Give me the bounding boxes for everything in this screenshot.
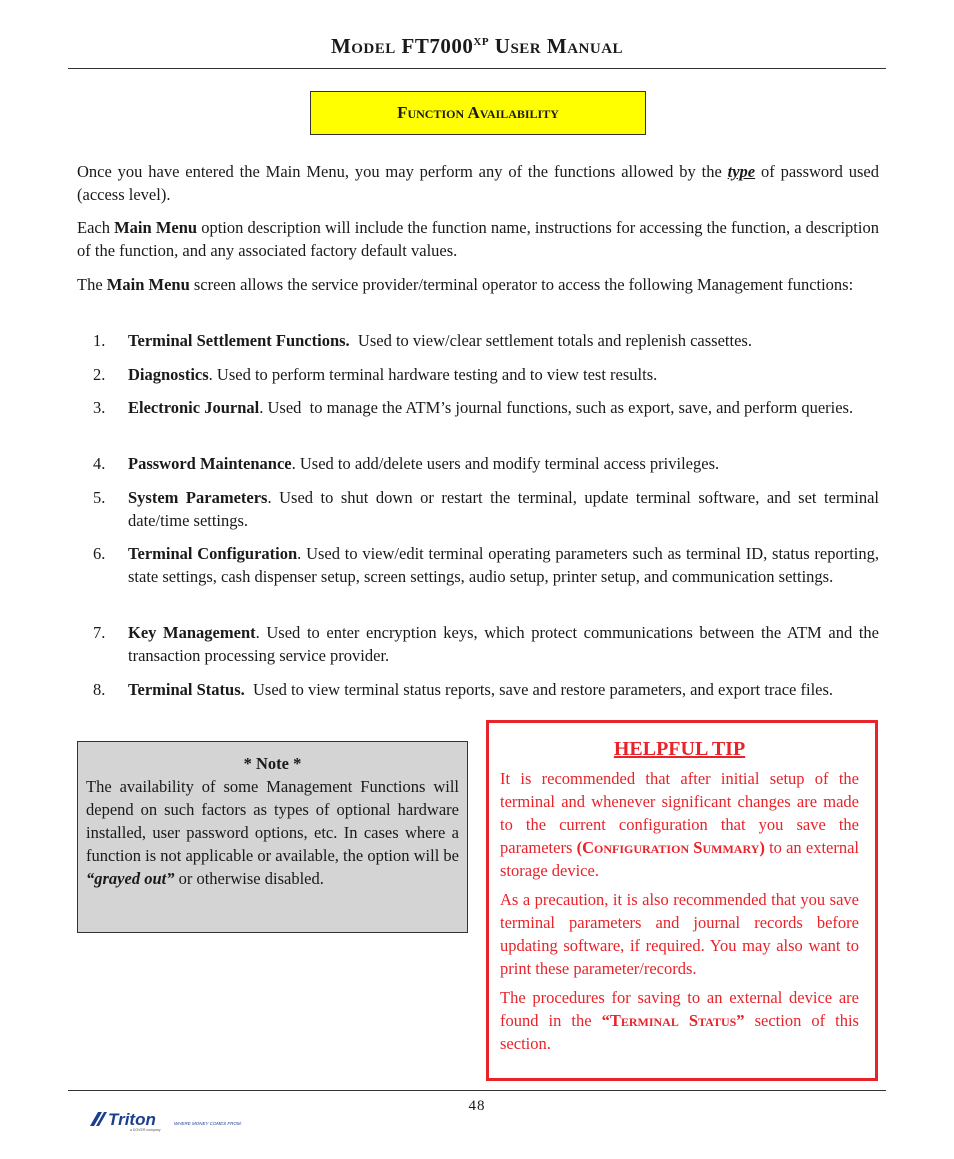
list-item-description: . Used to perform terminal hardware testing and to view test results. (208, 365, 658, 384)
intro-paragraph-3 (77, 273, 879, 296)
list-item (93, 486, 879, 532)
list-item-name: Key Management (128, 623, 256, 642)
section-title-box (310, 91, 646, 135)
list-item-number: 2. (93, 365, 106, 384)
list-item-name: Terminal Status. (128, 680, 245, 699)
tip-p3-text-end: section of this section. (500, 1011, 859, 1053)
tip-p1-text: It is recommended that after initial setup of the terminal and whenever significant changes are made to the current configuration that you save the parameters (500, 769, 859, 857)
footer-rule (68, 1090, 886, 1091)
main-menu-emphasis: Main Menu (114, 218, 198, 237)
list-item (93, 621, 879, 667)
logo-wordmark: Triton (108, 1110, 156, 1129)
note-text (86, 775, 459, 890)
page-number: 48 (468, 1098, 486, 1114)
note-title: * Note * (243, 754, 302, 773)
main-menu-emphasis-2: Main Menu (106, 275, 190, 294)
list-item (93, 396, 879, 419)
list-item-name: Electronic Journal (128, 398, 260, 417)
list-item-name: Diagnostics (128, 365, 209, 384)
header-model-label: Model (330, 34, 396, 58)
note-box (77, 741, 468, 933)
list-item-number: 4. (93, 454, 106, 473)
tip-paragraph-1 (500, 767, 859, 882)
list-item-description: Used to view/clear settlement totals and replenish cassettes. (349, 331, 752, 350)
intro-p3-text: The (77, 275, 107, 294)
tip-paragraph-3 (500, 986, 859, 1055)
note-text-end: or otherwise disabled. (174, 869, 324, 888)
list-item-number: 5. (93, 488, 106, 507)
logo-tagline: WHERE MONEY COMES FROM. (174, 1121, 242, 1126)
list-item-number: 7. (93, 623, 106, 642)
page-header-title (0, 34, 954, 59)
list-item (93, 678, 879, 701)
tip-p1-text-end: to an external storage device. (500, 838, 860, 880)
triton-swoosh-icon (90, 1112, 107, 1126)
intro-p1-text: Once you have entered the Main Menu, you may perform any of the functions allowed by the (77, 162, 728, 181)
list-item-number: 6. (93, 544, 106, 563)
list-item-description: . Used to view/edit terminal operating parameters such as terminal ID, status reporting, state settings, cash dispenser setup, screen settings, audio setup, printer setup, and communication settings. (128, 544, 879, 586)
list-item (93, 542, 879, 588)
intro-paragraph-1 (77, 160, 879, 206)
helpful-tip-title: HELPFUL TIP (613, 738, 746, 760)
intro-p1-text-end: of password used (access level). (77, 162, 879, 204)
grayed-out-emphasis: “grayed out” (86, 869, 175, 888)
list-item-name: Terminal Settlement Functions. (128, 331, 350, 350)
list-item-description: . Used to shut down or restart the terminal, update terminal software, and set terminal date/time settings. (128, 488, 879, 530)
header-manual-label: User Manual (494, 34, 624, 58)
list-item-description: Used to view terminal status reports, save and restore parameters, and export trace files. (244, 680, 834, 699)
intro-p2-text: Each (77, 218, 115, 237)
list-item-name: System Parameters (128, 488, 268, 507)
section-title: Function Availability (397, 103, 559, 122)
list-item-description: . Used to manage the ATM’s journal functions, such as export, save, and perform queries. (259, 398, 854, 417)
list-item-name: Password Maintenance (128, 454, 292, 473)
intro-paragraph-2 (77, 216, 879, 262)
list-item (93, 329, 879, 352)
triton-logo (88, 1104, 258, 1134)
header-model-number: FT7000 (401, 34, 474, 58)
list-item-number: 8. (93, 680, 106, 699)
terminal-status-ref: “Terminal Status” (601, 1011, 745, 1030)
list-item-description: . Used to add/delete users and modify terminal access privileges. (291, 454, 720, 473)
type-emphasis: type (727, 162, 756, 181)
header-rule (68, 68, 886, 69)
list-item (93, 452, 879, 475)
note-text-start: The availability of some Management Functions will depend on such factors as types of optional hardware installed, user password options, etc. In cases where a function is not applicable or available, the option will be (86, 777, 459, 865)
list-item-name: Terminal Configuration (128, 544, 298, 563)
list-item (93, 363, 879, 386)
configuration-summary-ref: (Configuration Summary) (576, 838, 765, 857)
intro-p3-text-end: screen allows the service provider/terminal operator to access the following Management functions: (189, 275, 854, 294)
tip-paragraph-2: As a precaution, it is also recommended that you save terminal parameters and journal records before updating software, if required. You may also want to print these parameter/records. (500, 890, 859, 978)
tip-p3-text: The procedures for saving to an external device are found in the (500, 988, 859, 1030)
list-item-number: 1. (93, 331, 106, 350)
logo-dover: a DOVER company (130, 1128, 161, 1132)
list-item-description: . Used to enter encryption keys, which protect communications between the ATM and the transaction processing service provider. (128, 623, 879, 665)
intro-p2-text-end: option description will include the function name, instructions for accessing the function, a description of the function, and any associated factory default values. (77, 218, 879, 260)
helpful-tip-box (486, 720, 878, 1081)
header-model-suffix: XP (473, 36, 490, 48)
list-item-number: 3. (93, 398, 106, 417)
